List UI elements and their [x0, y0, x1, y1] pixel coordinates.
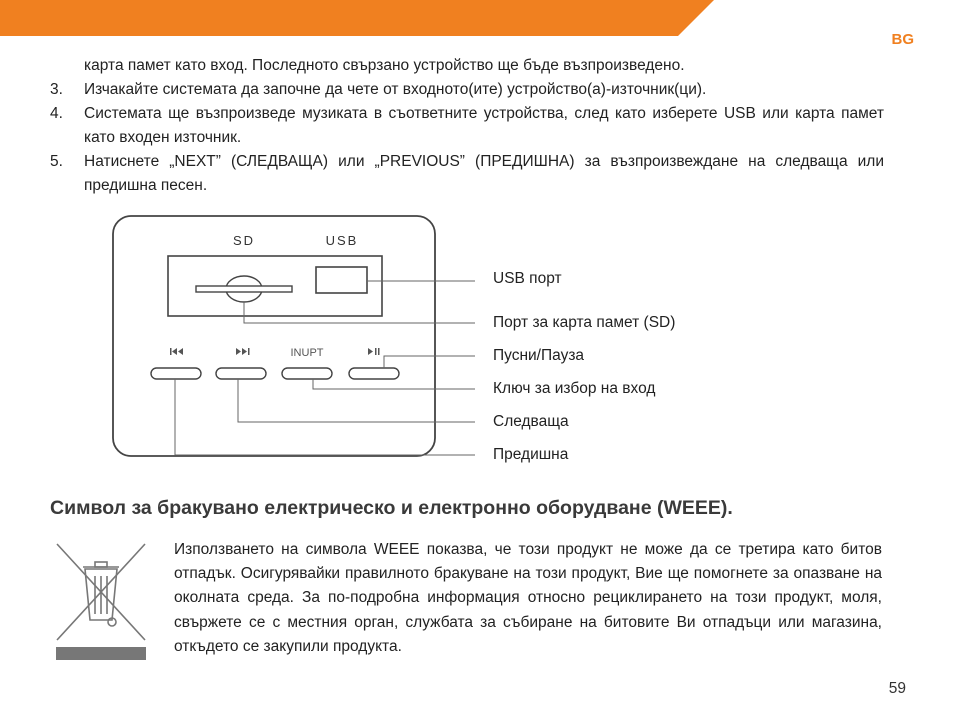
- sd-label: SD: [232, 233, 256, 248]
- weee-bin-icon: [55, 540, 147, 660]
- callout-usb-port: USB порт: [493, 270, 562, 287]
- play-pause-button: [349, 368, 399, 379]
- callout-sd-port: Порт за карта памет (SD): [493, 314, 676, 331]
- list-item: 3. Изчакайте системата да започне да чете от входното(ите) устройство(а)-източник(ци).: [50, 81, 707, 98]
- weee-heading: Символ за бракувано електрическо и електронно оборудване (WEEE).: [50, 497, 733, 519]
- play-pause-icon: [368, 348, 380, 355]
- input-label: INUPT: [290, 347, 324, 359]
- input-button: [282, 368, 332, 379]
- previous-icon: [170, 348, 183, 355]
- panel-outline: [113, 216, 435, 456]
- steps-list: [50, 78, 884, 198]
- weee-description: Използването на символа WEEE показва, че този продукт не може да се третира като битов отпадък. Осигурявайки правилното бракуване на този продукт, Вие ще помогнете за опазване на околната среда. За по-подробна информация относно рециклирането на този продукт, моля, свържете се с местния орган, службата за събиране на битовите Ви отпадъци или магазина, откъдето се закупили продукта.: [174, 541, 882, 655]
- sd-slot: [196, 286, 292, 292]
- page-number: 59: [888, 680, 906, 697]
- language-code: BG: [891, 31, 914, 48]
- continuation-text: карта памет като вход. Последното свързано устройство ще бъде възпроизведено.: [84, 57, 685, 74]
- next-button: [216, 368, 266, 379]
- callout-previous: Предишна: [493, 446, 569, 463]
- usb-label: USB: [325, 233, 359, 248]
- usb-port-icon: [316, 267, 367, 293]
- previous-button: [151, 368, 201, 379]
- list-item: 5. Натиснете „NEXT” (СЛЕДВАЩА) или „PREVIOUS” (ПРЕДИШНА) за възпроизвеждане на следваща или предишна песен.: [50, 153, 884, 194]
- header-band: [0, 0, 954, 36]
- device-panel-diagram: [0, 200, 954, 480]
- callout-next: Следваща: [493, 413, 569, 430]
- callout-input-selector: Ключ за избор на вход: [493, 380, 656, 397]
- callout-play-pause: Пусни/Пауза: [493, 347, 585, 364]
- list-item: 4. Системата ще възпроизведе музиката в съответните устройства, след като изберете USB или карта памет като входен източник.: [50, 105, 884, 146]
- next-icon: [236, 348, 250, 355]
